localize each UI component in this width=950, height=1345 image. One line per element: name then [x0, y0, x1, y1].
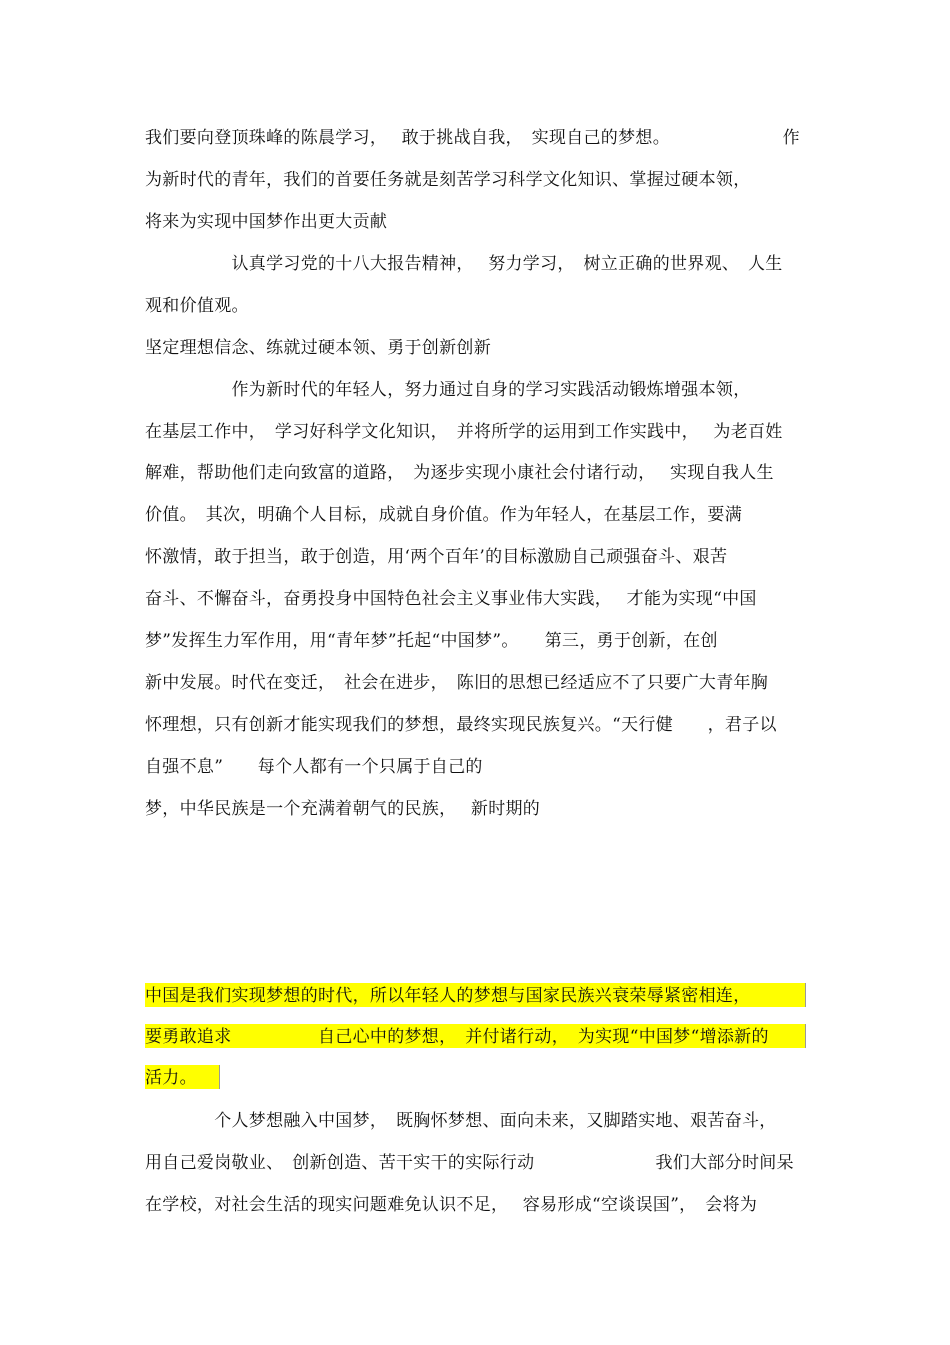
- heading-line: 坚定理想信念、练就过硬本领、勇于创新创新: [145, 338, 491, 358]
- paragraph-line: 为新时代的青年，我们的首要任务就是刻苦学习科学文化知识、掌握过硬本领，: [145, 170, 751, 190]
- paragraph-line: 怀激情，敢于担当，敢于创造，用‘两个百年’的目标激励自己顽强奋斗、艰苦: [145, 547, 728, 567]
- paragraph-line: 梦”发挥生力军作用，用“青年梦”托起“中国梦”。 第三，勇于创新，在创: [145, 631, 718, 651]
- paragraph-line: 将来为实现中国梦作出更大贡献: [145, 212, 388, 232]
- paragraph-line: 作为新时代的年轻人，努力通过自身的学习实践活动锻炼增强本领，: [145, 380, 751, 400]
- highlight-edge: [219, 1065, 220, 1089]
- paragraph-line: 用自己爱岗敬业、 创新创造、苦干实干的实际行动 我们大部分时间呆: [145, 1153, 794, 1173]
- paragraph-line: 怀理想，只有创新才能实现我们的梦想，最终实现民族复兴。“天行健 ，君子以: [145, 715, 777, 735]
- highlight-edge: [805, 983, 806, 1007]
- paragraph-line: 价值。 其次，明确个人目标，成就自身价值。作为年轻人，在基层工作，要满: [145, 505, 742, 525]
- highlighted-line: 中国是我们实现梦想的时代，所以年轻人的梦想与国家民族兴衰荣辱紧密相连，: [145, 986, 751, 1006]
- paragraph-line: 解难，帮助他们走向致富的道路， 为逐步实现小康社会付诸行动， 实现自我人生: [145, 463, 774, 483]
- paragraph-line: 观和价值观。: [145, 296, 249, 316]
- paragraph-line: 我们要向登顶珠峰的陈晨学习， 敢于挑战自我， 实现自己的梦想。 作: [145, 128, 800, 148]
- paragraph-line: 在基层工作中， 学习好科学文化知识， 并将所学的运用到工作实践中， 为老百姓: [145, 422, 783, 442]
- paragraph-line: 奋斗、不懈奋斗，奋勇投身中国特色社会主义事业伟大实践， 才能为实现“中国: [145, 589, 757, 609]
- paragraph-line: 自强不息” 每个人都有一个只属于自己的: [145, 757, 483, 777]
- paragraph-line: 个人梦想融入中国梦， 既胸怀梦想、面向未来，又脚踏实地、艰苦奋斗，: [145, 1111, 777, 1131]
- paragraph-line: 新中发展。时代在变迁， 社会在进步， 陈旧的思想已经适应不了只要广大青年胸: [145, 673, 769, 693]
- highlighted-line: 活力。: [145, 1068, 197, 1088]
- highlight-edge: [805, 1024, 806, 1048]
- highlighted-line: 要勇敢追求 自己心中的梦想， 并付诸行动， 为实现“中国梦“增添新的: [145, 1027, 769, 1047]
- paragraph-line: 梦，中华民族是一个充满着朝气的民族， 新时期的: [145, 799, 541, 819]
- paragraph-line: 在学校，对社会生活的现实问题难免认识不足， 容易形成“空谈误国”， 会将为: [145, 1195, 758, 1215]
- paragraph-line: 认真学习党的十八大报告精神， 努力学习， 树立正确的世界观、 人生: [145, 254, 783, 274]
